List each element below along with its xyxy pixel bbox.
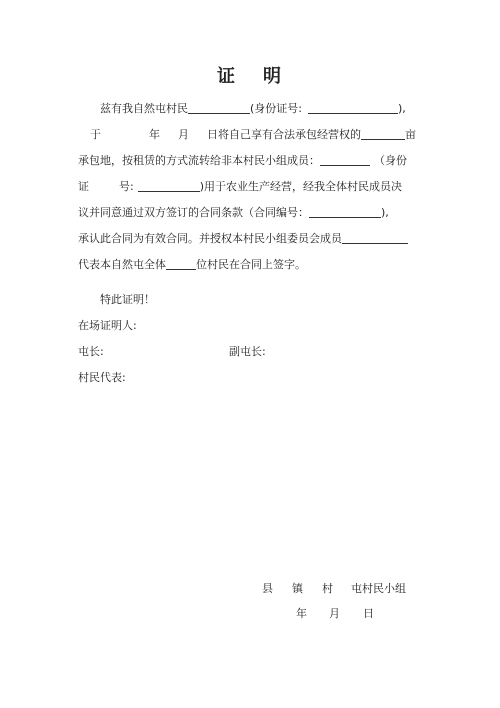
villager-name-blank <box>188 101 250 114</box>
footer-county: 县 <box>262 582 273 595</box>
body-line-2 <box>78 122 426 148</box>
body-text: ), <box>398 102 406 115</box>
footer-village: 村 <box>322 582 333 595</box>
body-line-1 <box>78 96 426 122</box>
witness-label: 在场证明人: <box>78 319 137 332</box>
footer-town: 镇 <box>292 582 303 595</box>
title-char-2: 明 <box>263 66 283 87</box>
deputy-chief-label: 副屯长: <box>229 345 266 358</box>
body-line-4 <box>78 174 426 200</box>
villager-count-blank <box>166 257 196 270</box>
body-text: 承包地，按租赁的方式流转给非本村民小组成员： <box>78 154 320 167</box>
area-blank <box>361 127 405 140</box>
villager-representative-label: 村民代表: <box>78 371 126 384</box>
body-text: 兹有我自然屯村民 <box>100 102 188 115</box>
transferee-id-blank <box>138 179 200 192</box>
body-line-5 <box>78 200 426 226</box>
footer-year: 年 <box>296 607 307 620</box>
tun-chief-label: 屯长: <box>78 345 104 358</box>
body-text: 证 <box>78 180 89 193</box>
body-text: （身份 <box>374 154 407 167</box>
body-text: ), <box>381 206 389 219</box>
body-text: )用于农业生产经营，经我全体村民成员决 <box>199 180 403 193</box>
committee-member-blank <box>342 231 408 244</box>
body-line-7 <box>78 252 426 278</box>
body-text: 代表本自然屯全体 <box>78 258 166 271</box>
body-text: (身份证号: <box>250 102 302 115</box>
transferee-name-blank <box>320 153 370 166</box>
body-text: 承认此合同为有效合同。并授权本村民小组委员会成员 <box>78 232 342 245</box>
body-text: 年 <box>149 128 160 141</box>
body-text: 议并同意通过双方签订的合同条款（合同编号： <box>78 206 309 219</box>
body-line-6 <box>78 226 426 252</box>
title-char-1: 证 <box>217 66 237 87</box>
body-text: 月 <box>178 128 189 141</box>
footer-month: 月 <box>329 607 340 620</box>
body-text: 位村民在合同上签字。 <box>196 258 306 271</box>
body-text: 亩 <box>405 128 416 141</box>
document-title <box>0 62 500 88</box>
id-number-blank <box>308 101 398 114</box>
footer-day: 日 <box>363 607 374 620</box>
closing-text: 特此证明！ <box>100 293 155 306</box>
body-line-3 <box>78 148 426 174</box>
body-text: 于 <box>90 128 101 141</box>
body-text: 号: <box>119 180 134 193</box>
contract-number-blank <box>309 205 381 218</box>
footer-group: 屯村民小组 <box>351 582 406 595</box>
certificate-body <box>78 96 426 278</box>
body-text: 日将自己享有合法承包经营权的 <box>207 128 361 141</box>
